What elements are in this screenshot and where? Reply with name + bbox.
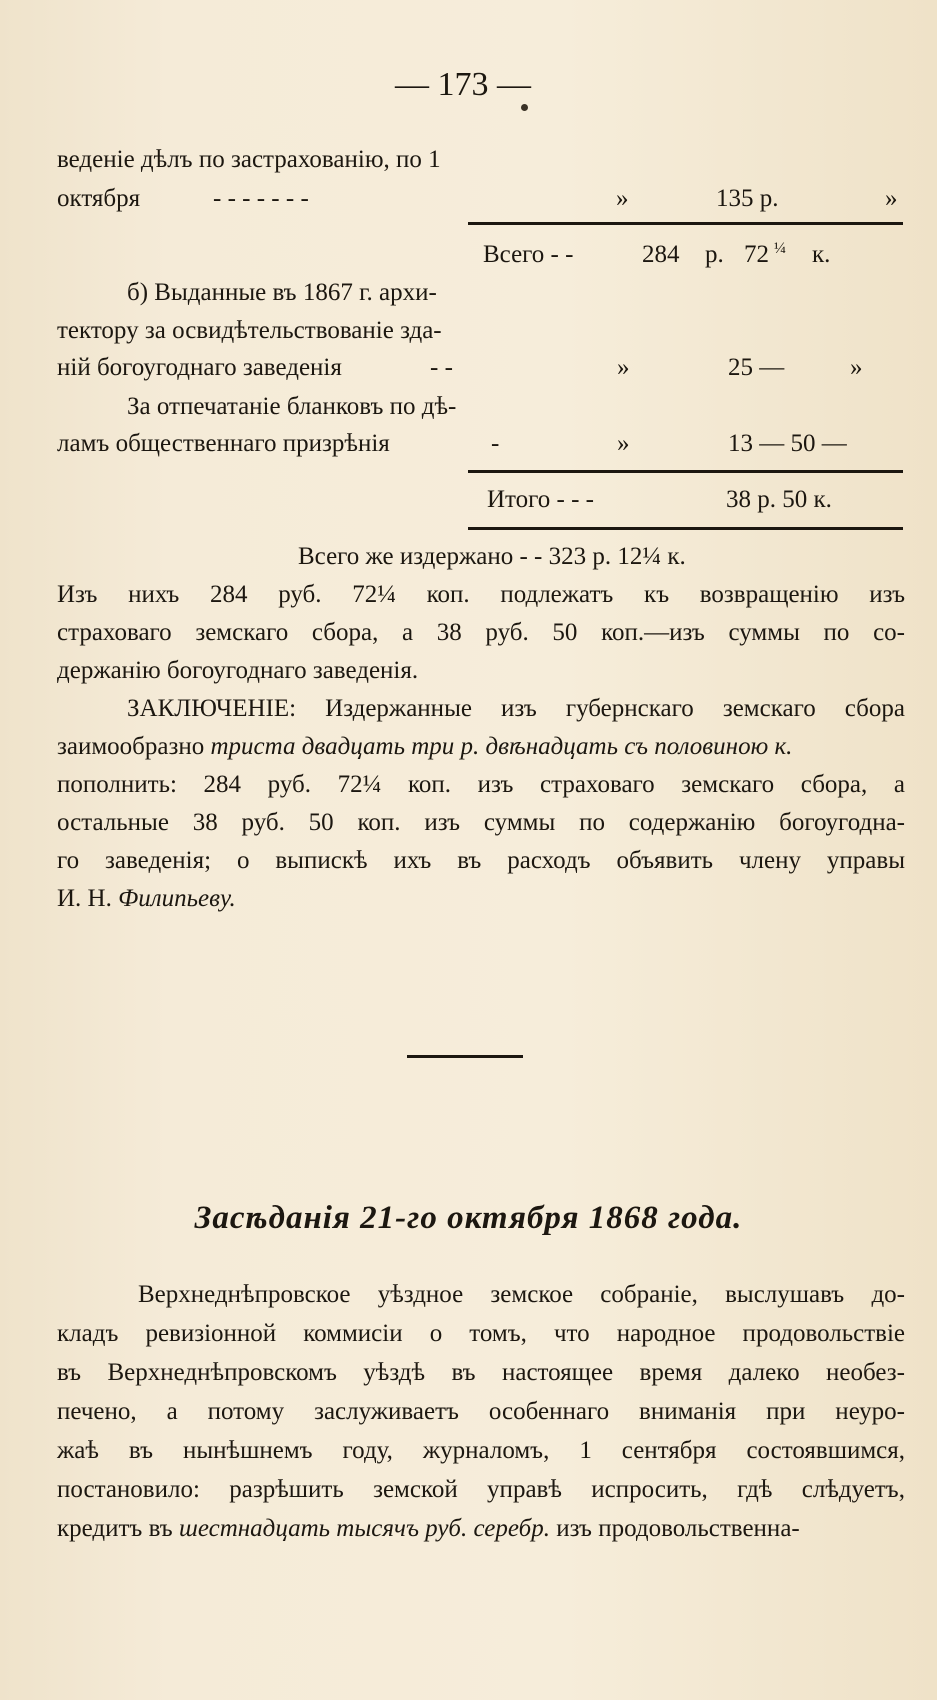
unit-label: к. [812,241,831,268]
body-line: жаѣ въ нынѣшнемъ году, журналомъ, 1 сентября состоявшимся, [57,1437,905,1464]
ditto-mark: » [617,354,630,381]
text-line: тектору за освидѣтельствованіе зда- [57,317,442,344]
italic-name: Филипьеву. [118,885,236,912]
session-heading: Засѣданія 21-го октября 1868 года. [194,1200,743,1236]
ditto-mark: » [616,185,629,212]
text-line: держанію богоугоднаго заведенія. [57,657,419,684]
conclusion-line [57,882,236,916]
conclusion-line: го заведенія; о выпискѣ ихъ въ расходъ объявить члену управы [57,847,905,874]
italic-amount: триста двадцать три р. двѣнадцать съ половиною к. [210,733,793,760]
text-span: изъ продовольственна- [549,1515,800,1542]
text-line: За отпечатаніе бланковъ по дѣ- [127,393,457,420]
text-line: ламъ общественнаго призрѣнія [57,430,390,457]
grand-total: Всего же издержано - - 323 р. 12¼ к. [298,543,686,570]
total-rubles: 284 [642,241,680,268]
itogo-label: Итого - - - [487,486,595,513]
italic-amount: шестнадцать тысячъ руб. серебр. [178,1515,550,1542]
leader-dashes: - - [430,354,453,381]
unit-label: р. [705,241,724,268]
text-line: страховаго земскаго сбора, а 38 руб. 50 коп.—изъ суммы по со- [57,619,905,646]
amount: 25 — [728,354,785,381]
amount: 135 р. [716,185,779,212]
sum-rule [468,222,903,225]
page-number: — 173 — [395,66,531,103]
text-line: веденіе дѣлъ по застрахованію, по 1 [57,146,441,173]
body-line: въ Верхнеднѣпровскомъ уѣздѣ въ настоящее время далеко необез- [57,1359,905,1386]
text-line: ній богоугоднаго заведенія [57,354,342,381]
conclusion-line: пополнить: 284 руб. 72¼ коп. изъ страховаго земскаго сбора, а [57,771,905,798]
section-separator [407,1055,523,1058]
body-line [57,1512,800,1546]
total-kopecks: 72 [744,241,769,268]
leader-dash: - [491,430,500,457]
body-line: Верхнеднѣпровское уѣздное земское собраніе, выслушавъ до- [138,1281,905,1308]
body-line: печено, а потому заслуживаетъ особеннаго вниманія при неуро- [57,1398,905,1425]
conclusion-line: остальные 38 руб. 50 коп. изъ суммы по содержанію богоугодна- [57,809,905,836]
body-line: кладъ ревизіонной коммисіи о томъ, что народное продовольствіе [57,1320,905,1347]
ditto-mark: » [885,185,898,212]
text-span: И. Н. [57,885,119,912]
text-span: кредитъ въ [57,1515,179,1542]
conclusion-line [57,730,792,764]
conclusion-line: ЗАКЛЮЧЕНІЕ: Издержанные изъ губернскаго земскаго сбора [127,695,905,722]
text-label: октября [57,185,141,212]
body-line: постановило: разрѣшить земской управѣ испросить, гдѣ слѣдуетъ, [57,1476,905,1503]
fraction: ¼ [774,240,786,257]
leader-dashes: - - - - - - - [213,185,309,212]
ditto-mark: » [850,354,863,381]
ink-dot [521,104,528,111]
sum-rule [468,527,903,530]
total-label: Всего - - [483,241,574,268]
amount: 13 — 50 — [728,430,847,457]
text-span: заимообразно [57,733,211,760]
ditto-mark: » [617,430,630,457]
itogo-amount: 38 р. 50 к. [726,486,832,513]
text-line: б) Выданные въ 1867 г. архи- [127,279,437,306]
sum-rule [468,470,903,473]
text-line: Изъ нихъ 284 руб. 72¼ коп. подлежатъ къ возвращенію изъ [57,581,905,608]
